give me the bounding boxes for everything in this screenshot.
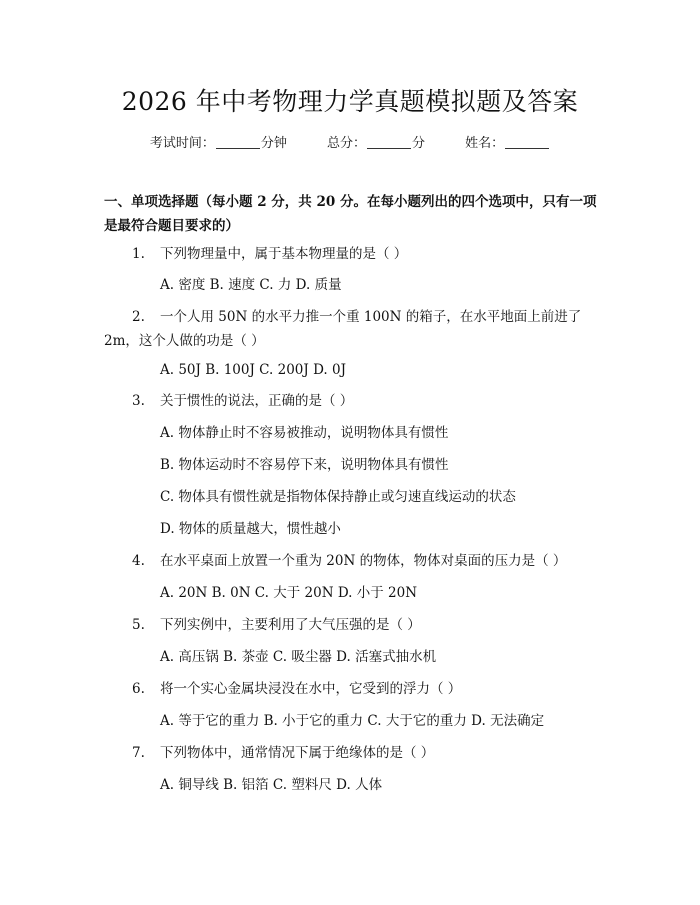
question-text: 下列物理量中，属于基本物理量的是（ ） [160, 246, 408, 262]
question-text: 关于惯性的说法，正确的是（ ） [160, 393, 354, 409]
question-text: 将一个实心金属块浸没在水中，它受到的浮力（ ） [160, 681, 462, 697]
question-number: 2. [132, 309, 145, 325]
question-1-options: A. 密度 B. 速度 C. 力 D. 质量 [160, 277, 342, 293]
question-text: 在水平桌面上放置一个重为 20N 的物体，物体对桌面的压力是（ ） [160, 553, 567, 569]
question-number: 7. [132, 745, 145, 761]
question-2 [104, 305, 599, 353]
question-7-options: A. 铜导线 B. 铝箔 C. 塑料尺 D. 人体 [160, 777, 383, 793]
question-3-option-c: C. 物体具有惯性就是指物体保持静止或匀速直线运动的状态 [160, 489, 516, 505]
score-unit: 分 [412, 136, 426, 151]
question-7 [104, 741, 599, 765]
section-heading: 一、单项选择题（每小题 2 分，共 20 分。在每小题列出的四个选项中，只有一项是最符合题目要求的） [104, 194, 597, 234]
question-1 [104, 242, 599, 266]
name-field [465, 136, 550, 151]
time-unit: 分钟 [260, 136, 287, 151]
question-text: 下列物体中，通常情况下属于绝缘体的是（ ） [160, 745, 435, 761]
question-3 [104, 389, 599, 413]
question-4 [104, 549, 599, 573]
question-5-options: A. 高压锅 B. 茶壶 C. 吸尘器 D. 活塞式抽水机 [160, 649, 437, 665]
name-blank [505, 136, 549, 149]
question-number: 5. [132, 617, 145, 633]
page-title: 2026 年中考物理力学真题模拟题及答案 [121, 87, 579, 116]
question-number: 6. [132, 681, 145, 697]
name-label: 姓名： [465, 136, 505, 151]
time-field [150, 136, 291, 151]
question-4-options: A. 20N B. 0N C. 大于 20N D. 小于 20N [160, 585, 418, 601]
time-blank [216, 136, 260, 149]
question-5 [104, 613, 599, 637]
question-number: 1. [132, 246, 145, 262]
score-field [327, 136, 429, 151]
question-6 [104, 677, 599, 701]
question-3-option-d: D. 物体的质量越大，惯性越小 [160, 521, 341, 537]
question-number: 4. [132, 553, 145, 569]
time-label: 考试时间： [149, 136, 215, 151]
exam-meta [0, 132, 700, 151]
question-2-options: A. 50J B. 100J C. 200J D. 0J [160, 362, 347, 378]
question-text: 下列实例中，主要利用了大气压强的是（ ） [160, 617, 421, 633]
score-blank [367, 136, 411, 149]
question-number: 3. [132, 393, 145, 409]
question-6-options: A. 等于它的重力 B. 小于它的重力 C. 大于它的重力 D. 无法确定 [160, 713, 545, 729]
question-text: 一个人用 50N 的水平力推一个重 100N 的箱子，在水平地面上前进了 2m，这个人做的功是（ ） [104, 309, 582, 349]
question-3-option-b: B. 物体运动时不容易停下来，说明物体具有惯性 [160, 457, 449, 473]
question-3-option-a: A. 物体静止时不容易被推动，说明物体具有惯性 [160, 425, 449, 441]
score-label: 总分： [326, 136, 366, 151]
